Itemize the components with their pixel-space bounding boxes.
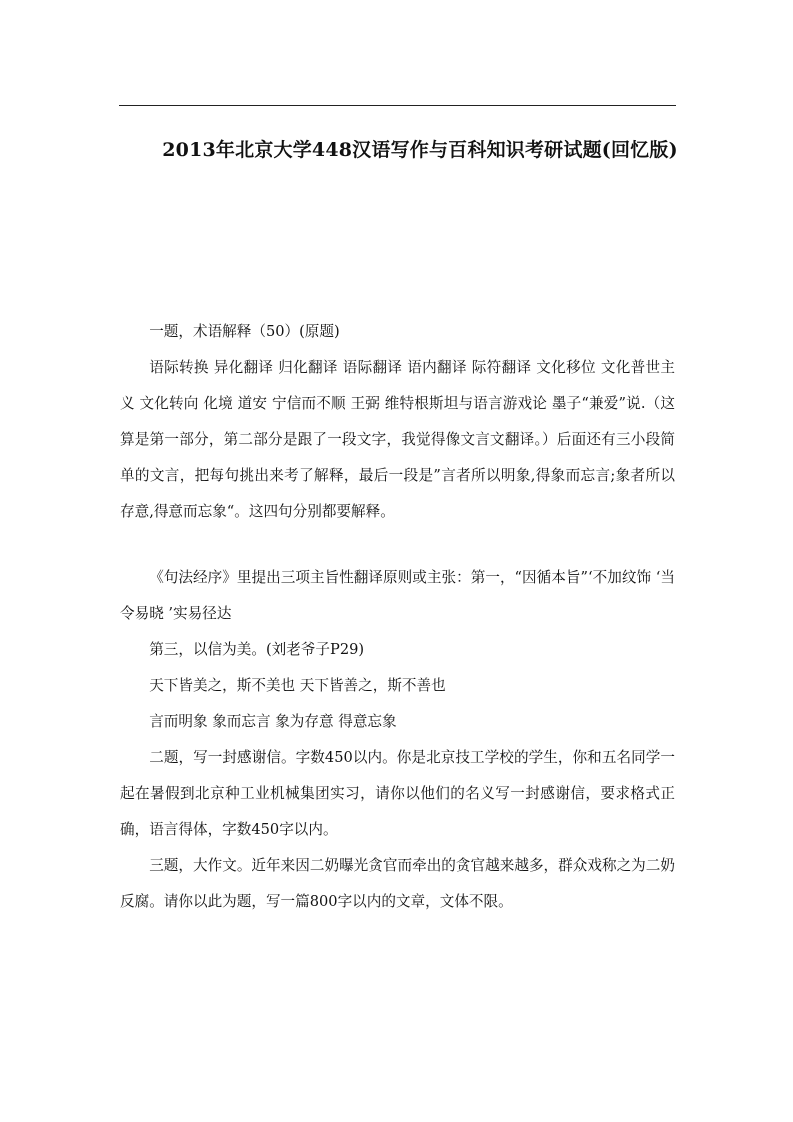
paragraph-term-list: 语际转换 异化翻译 归化翻译 语际翻译 语内翻译 际符翻译 文化移位 文化普世主义 文化转向 化境 道安 宁信而不顺 王弼 维特根斯坦与语言游戏论 墨子“兼爱”说.（这算是第一部分，第二部分是跟了一段文字，我觉得像文言文翻译。）后面还有三小段简单的文言，把每句挑出来考了解释，最后一段是”言者所以明象,得象而忘言;象者所以存意,得意而忘象“。这四句分别都要解释。 (120, 359, 675, 520)
paragraph-translation-principles: 《句法经序》里提出三项主旨性翻译原则或主张：第一，“因循本旨”‘不加纹饰 ‘当令易晓 ’实易径达 (120, 569, 675, 622)
paragraph-quote-2: 言而明象 象而忘言 象为存意 得意忘象 (149, 713, 397, 730)
document-title: 2013年北京大学448汉语写作与百科知识考研试题(回忆版) (162, 138, 678, 161)
paragraph-third-principle: 第三，以信为美。(刘老爷子P29) (149, 641, 365, 658)
paragraph-question-1: 一题，术语解释（50）(原题) (149, 323, 340, 340)
paragraph-question-2: 二题，写一封感谢信。字数450以内。你是北京技工学校的学生，你和五名同学一起在暑假到北京种工业机械集团实习，请你以他们的名义写一封感谢信，要求格式正确，语言得体，字数450字以内。 (120, 749, 675, 838)
header-rule (119, 105, 676, 106)
document-body (120, 314, 675, 920)
paragraph-question-3: 三题，大作文。近年来因二奶曝光贪官而牵出的贪官越来越多，群众戏称之为二奶反腐。请你以此为题，写一篇800字以内的文章，文体不限。 (120, 857, 675, 910)
paragraph-quote-1: 天下皆美之，斯不美也 天下皆善之，斯不善也 (149, 677, 446, 694)
